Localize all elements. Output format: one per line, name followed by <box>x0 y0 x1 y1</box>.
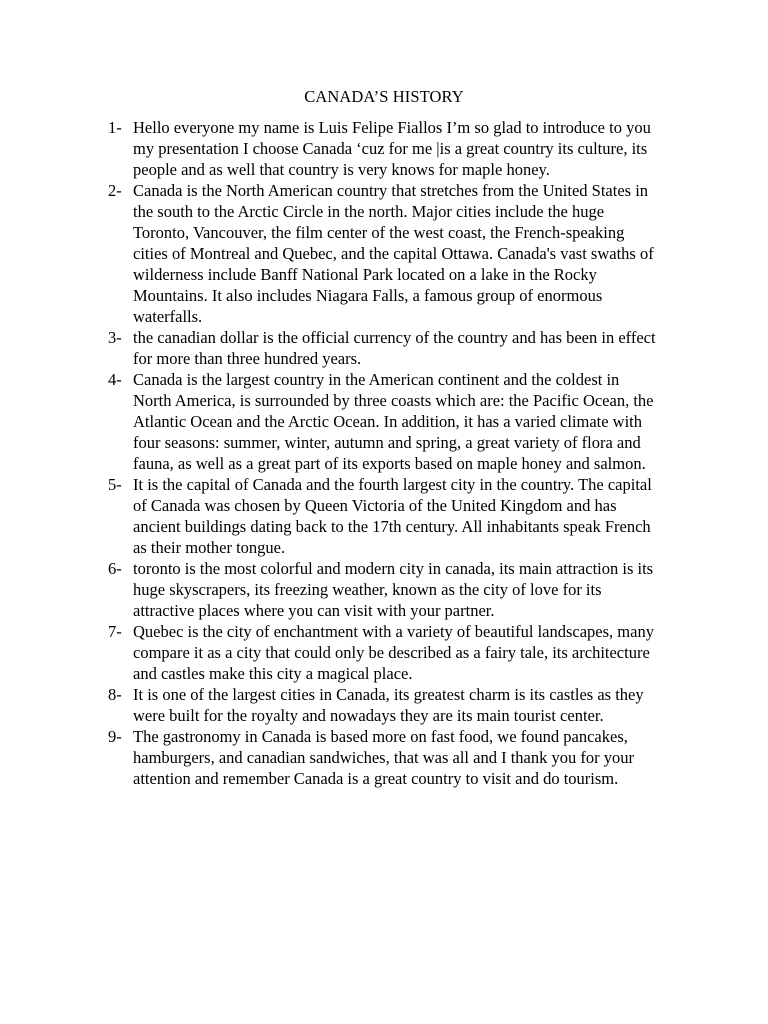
list-item-number: 7- <box>108 622 122 641</box>
list-item <box>108 369 660 474</box>
list-item-text: the canadian dollar is the official currency of the country and has been in effect for more than three hundred years. <box>133 328 656 368</box>
list-item <box>108 621 660 684</box>
list-item-text: The gastronomy in Canada is based more on fast food, we found pancakes, hamburgers, and canadian sandwiches, that was all and I thank you for your attention and remember Canada is a great country to visit and do tourism. <box>133 727 634 788</box>
list-item-number: 4- <box>108 370 122 389</box>
list-item-text: Canada is the largest country in the American continent and the coldest in North America, is surrounded by three coasts which are: the Pacific Ocean, the Atlantic Ocean and the Arctic Ocean. In addition, it has a varied climate with four seasons: summer, winter, autumn and spring, a great variety of flora and fauna, as well as a great part of its exports based on maple honey and salmon. <box>133 370 654 473</box>
list-item <box>108 726 660 789</box>
list-item <box>108 684 660 726</box>
list-item <box>108 117 660 180</box>
list-item-number: 6- <box>108 559 122 578</box>
list-item-number: 9- <box>108 727 122 746</box>
list-item <box>108 558 660 621</box>
list-item-text: It is one of the largest cities in Canada, its greatest charm is its castles as they were built for the royalty and nowadays they are its main tourist center. <box>133 685 644 725</box>
list-item-number: 5- <box>108 475 122 494</box>
list-item-text: Hello everyone my name is Luis Felipe Fiallos I’m so glad to introduce to you my presentation I choose Canada ‘cuz for me |is a great country its culture, its people and as well that country is very knows for maple honey. <box>133 118 651 179</box>
list-item <box>108 474 660 558</box>
document-title: CANADA’S HISTORY <box>304 87 464 106</box>
numbered-list <box>108 117 660 789</box>
list-item-text: Quebec is the city of enchantment with a variety of beautiful landscapes, many compare it as a city that could only be described as a fairy tale, its architecture and castles make this city a magical place. <box>133 622 654 683</box>
list-item-text: It is the capital of Canada and the fourth largest city in the country. The capital of Canada was chosen by Queen Victoria of the United Kingdom and has ancient buildings dating back to the 17th century. All inhabitants speak French as their mother tongue. <box>133 475 652 557</box>
list-item-number: 2- <box>108 181 122 200</box>
list-item-number: 1- <box>108 118 122 137</box>
list-item-text: Canada is the North American country that stretches from the United States in the south to the Arctic Circle in the north. Major cities include the huge Toronto, Vancouver, the film center of the west coast, the French-speaking cities of Montreal and Quebec, and the capital Ottawa. Canada's vast swaths of wilderness include Banff National Park located on a lake in the Rocky Mountains. It also includes Niagara Falls, a famous group of enormous waterfalls. <box>133 181 654 326</box>
list-item-number: 3- <box>108 328 122 347</box>
list-item-text: toronto is the most colorful and modern city in canada, its main attraction is its huge skyscrapers, its freezing weather, known as the city of love for its attractive places where you can visit with your partner. <box>133 559 654 620</box>
list-item-number: 8- <box>108 685 122 704</box>
list-item <box>108 327 660 369</box>
list-item <box>108 180 660 327</box>
